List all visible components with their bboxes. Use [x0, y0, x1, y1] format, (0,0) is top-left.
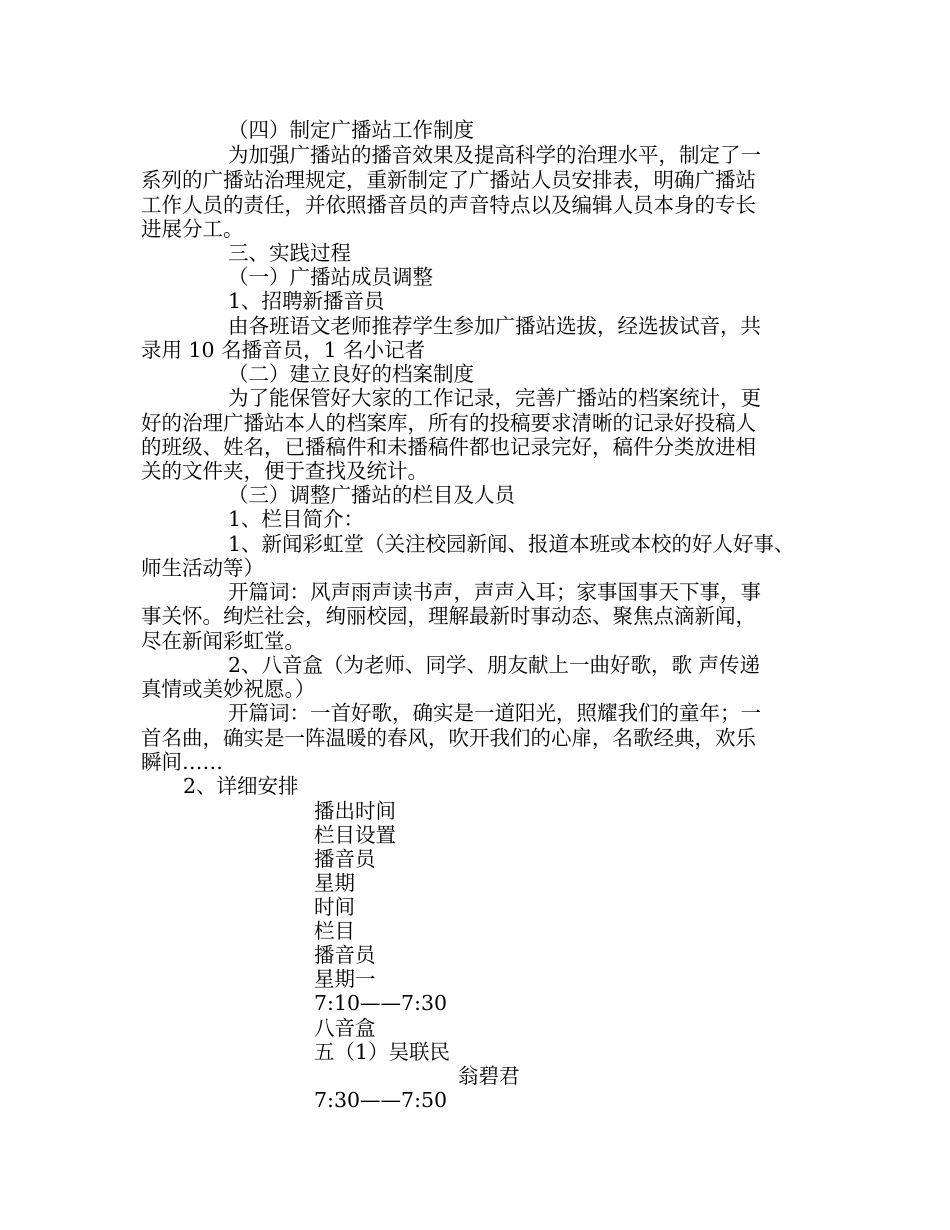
paragraph-line: 系列的广播站治理规定，重新制定了广播站人员安排表，明确广播站: [141, 168, 756, 192]
table-cell: 播音员: [314, 847, 376, 871]
paragraph-line: 瞬间……: [141, 750, 223, 774]
paragraph-line: 事关怀。绚烂社会，绚丽校园，理解最新时事动态、聚焦点滴新闻，: [141, 604, 756, 628]
subsection-heading: 1、栏目简介：: [228, 507, 365, 531]
paragraph-line: 师生活动等）: [141, 556, 264, 580]
paragraph-line: 为加强广播站的播音效果及提高科学的治理水平，制定了一: [228, 143, 761, 167]
paragraph-line: 开篇词：风声雨声读书声，声声入耳；家事国事天下事，事: [228, 580, 761, 604]
section-heading-1: （一）广播站成员调整: [228, 265, 433, 289]
table-cell: 翁碧君: [458, 1064, 520, 1088]
table-cell: 播音员: [314, 943, 376, 967]
paragraph-line: 真情或美妙祝愿。）: [141, 677, 316, 701]
section-heading-4: （四）制定广播站工作制度: [228, 118, 474, 142]
paragraph-line: 1、新闻彩虹堂（关注校园新闻、报道本班或本校的好人好事、: [228, 532, 795, 556]
table-cell: 八音盒: [314, 1016, 376, 1040]
table-cell: 7:10——7:30: [314, 991, 448, 1015]
paragraph-line: 工作人员的责任，并依照播音员的声音特点以及编辑人员本身的专长: [141, 193, 756, 217]
subsection-heading: 1、招聘新播音员: [228, 289, 385, 313]
table-cell: 栏目设置: [314, 823, 396, 847]
table-cell: 时间: [314, 895, 355, 919]
table-cell: 五（1）吴联民: [314, 1040, 451, 1064]
table-cell: 播出时间: [314, 799, 396, 823]
paragraph-line: 由各班语文老师推荐学生参加广播站选拔，经选拔试音，共: [228, 314, 761, 338]
paragraph-line: 首名曲，确实是一阵温暖的春风，吹开我们的心扉，名歌经典，欢乐: [141, 726, 756, 750]
table-cell: 星期: [314, 871, 355, 895]
table-cell: 7:30——7:50: [314, 1088, 448, 1112]
section-heading-2: （二）建立良好的档案制度: [228, 362, 474, 386]
paragraph-line: 进展分工。: [141, 217, 244, 241]
table-cell: 栏目: [314, 919, 355, 943]
chapter-heading: 三、实践过程: [228, 241, 351, 265]
paragraph-line: 的班级、姓名，已播稿件和未播稿件都也记录完好，稿件分类放进相: [141, 435, 756, 459]
section-heading-3: （三）调整广播站的栏目及人员: [228, 483, 515, 507]
subsection-heading: 2、详细安排: [183, 774, 299, 798]
paragraph-line: 尽在新闻彩虹堂。: [141, 629, 305, 653]
paragraph-line: 为了能保管好大家的工作记录，完善广播站的档案统计，更: [228, 386, 761, 410]
paragraph-line: 开篇词：一首好歌，确实是一道阳光，照耀我们的童年；一: [228, 701, 761, 725]
paragraph-line: 录用 10 名播音员，1 名小记者: [141, 338, 426, 362]
paragraph-line: 关的文件夹，便于查找及统计。: [141, 459, 428, 483]
table-cell: 星期一: [314, 967, 376, 991]
paragraph-line: 好的治理广播站本人的档案库，所有的投稿要求清晰的记录好投稿人: [141, 411, 756, 435]
paragraph-line: 2、八音盒（为老师、同学、朋友献上一曲好歌，歌 声传递: [228, 653, 761, 677]
